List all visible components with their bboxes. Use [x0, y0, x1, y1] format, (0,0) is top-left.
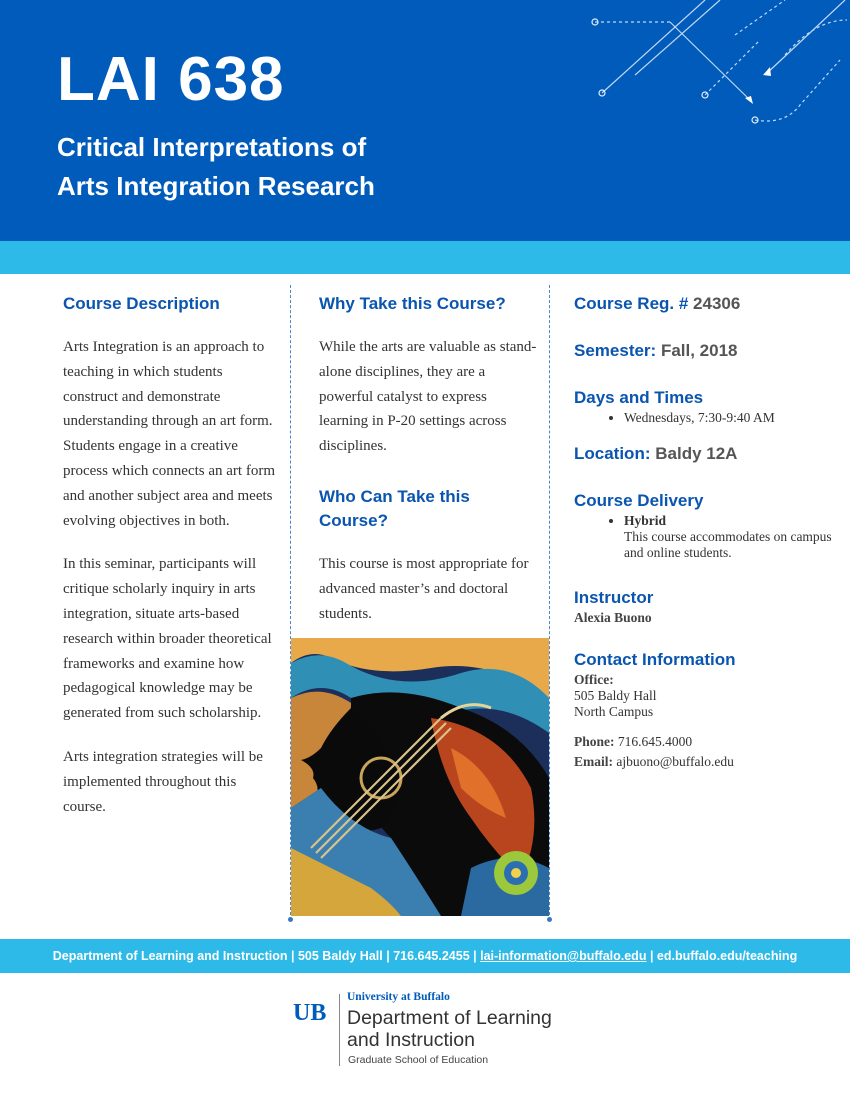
instructor-heading: Instructor — [574, 588, 654, 607]
logo-university: University at Buffalo — [347, 991, 450, 1003]
course-delivery-heading: Course Delivery — [574, 491, 704, 510]
why-take-heading: Why Take this Course? — [319, 294, 506, 313]
description-paragraph: Arts Integration is an approach to teaching in which students construct and demonstrate understanding through an art form. Students engage in a creative process which connects an art form and another subject area and meets evolving objectives in both. — [63, 339, 276, 529]
location-label: Location: — [574, 444, 651, 463]
course-title — [57, 128, 375, 206]
ub-mark-icon — [293, 1000, 335, 1024]
footer-phone: 716.645.2455 — [393, 949, 470, 963]
delivery-mode: Hybrid — [624, 513, 667, 528]
course-code: LAI 638 — [57, 45, 285, 114]
divider-dot — [547, 917, 552, 922]
email-label: Email: — [574, 754, 613, 769]
phone-value: 716.645.4000 — [617, 734, 693, 749]
semester — [574, 339, 836, 363]
ub-mark-text: UB — [293, 1000, 327, 1024]
email-value: ajbuono@buffalo.edu — [616, 754, 734, 769]
semester-label: Semester: — [574, 341, 657, 360]
logo-divider — [339, 994, 340, 1066]
course-details-column — [574, 292, 836, 770]
location-value: Baldy 12A — [655, 444, 738, 463]
logo-department — [347, 1007, 552, 1051]
email — [574, 754, 836, 770]
logo-dept-line2: and Instruction — [347, 1029, 475, 1051]
ub-logo — [293, 990, 593, 1070]
footer-email-link[interactable]: lai-information@buffalo.edu — [480, 949, 647, 963]
footer-address: 505 Baldy Hall — [297, 949, 383, 963]
office-label: Office: — [574, 672, 614, 687]
delivery-list — [574, 513, 836, 561]
location — [574, 442, 836, 466]
office-line1: 505 Baldy Hall — [574, 688, 657, 703]
delivery-note: This course accommodates on campus and online students. — [624, 529, 832, 560]
contact-heading: Contact Information — [574, 650, 736, 669]
header-banner — [0, 0, 850, 241]
footer-separator: | — [287, 949, 298, 963]
footer-separator: | — [646, 949, 657, 963]
office-block — [574, 672, 836, 720]
course-reg-number — [574, 292, 836, 316]
phone — [574, 734, 836, 750]
course-title-line1: Critical Interpretations of — [57, 132, 367, 162]
description-paragraph: Arts integration strategies will be implemented throughout this course. — [63, 748, 263, 815]
semester-value: Fall, 2018 — [660, 341, 738, 360]
footer-bar — [0, 939, 850, 973]
instructor-name: Alexia Buono — [574, 610, 652, 625]
phone-label: Phone: — [574, 734, 615, 749]
course-title-line2: Arts Integration Research — [57, 171, 375, 201]
course-reg-label: Course Reg. # — [574, 294, 689, 313]
days-item: • Wednesdays, 7:30-9:40 AM — [624, 410, 836, 426]
days-list — [574, 410, 836, 426]
header-accent-band — [0, 241, 850, 274]
office-line2: North Campus — [574, 704, 654, 719]
footer-dept: Department of Learning and Instruction — [52, 949, 288, 963]
who-can-take-heading: Who Can Take this Course? — [319, 486, 470, 530]
circuit-lines-decoration — [585, 0, 850, 130]
divider-dot — [288, 917, 293, 922]
column-divider-right — [549, 285, 550, 920]
why-take-column — [319, 292, 537, 626]
course-description-column — [63, 292, 275, 819]
abstract-guitar-painting — [291, 638, 549, 916]
delivery-item — [624, 513, 836, 561]
footer-website: ed.buffalo.edu/teaching — [656, 949, 798, 963]
days-and-times-heading: Days and Times — [574, 388, 704, 407]
logo-school: Graduate School of Education — [348, 1054, 489, 1066]
why-take-text: While the arts are valuable as stand-alone disciplines, they are a powerful catalyst to express learning in P-20 settings across disciplines. — [319, 339, 537, 455]
logo-dept-line1: Department of Learning — [347, 1007, 552, 1029]
course-description-heading: Course Description — [63, 294, 220, 313]
description-paragraph: In this seminar, participants will critique scholarly inquiry in arts integration, situate arts-based research within broader theoretical frameworks and examine how pedagogical knowledge may be generated from such scholarship. — [63, 556, 272, 722]
footer-separator: | — [382, 949, 394, 963]
who-can-take-text: This course is most appropriate for advanced master’s and doctoral students. — [319, 555, 529, 622]
footer-separator: | — [469, 949, 481, 963]
course-reg-value: 24306 — [693, 294, 741, 313]
